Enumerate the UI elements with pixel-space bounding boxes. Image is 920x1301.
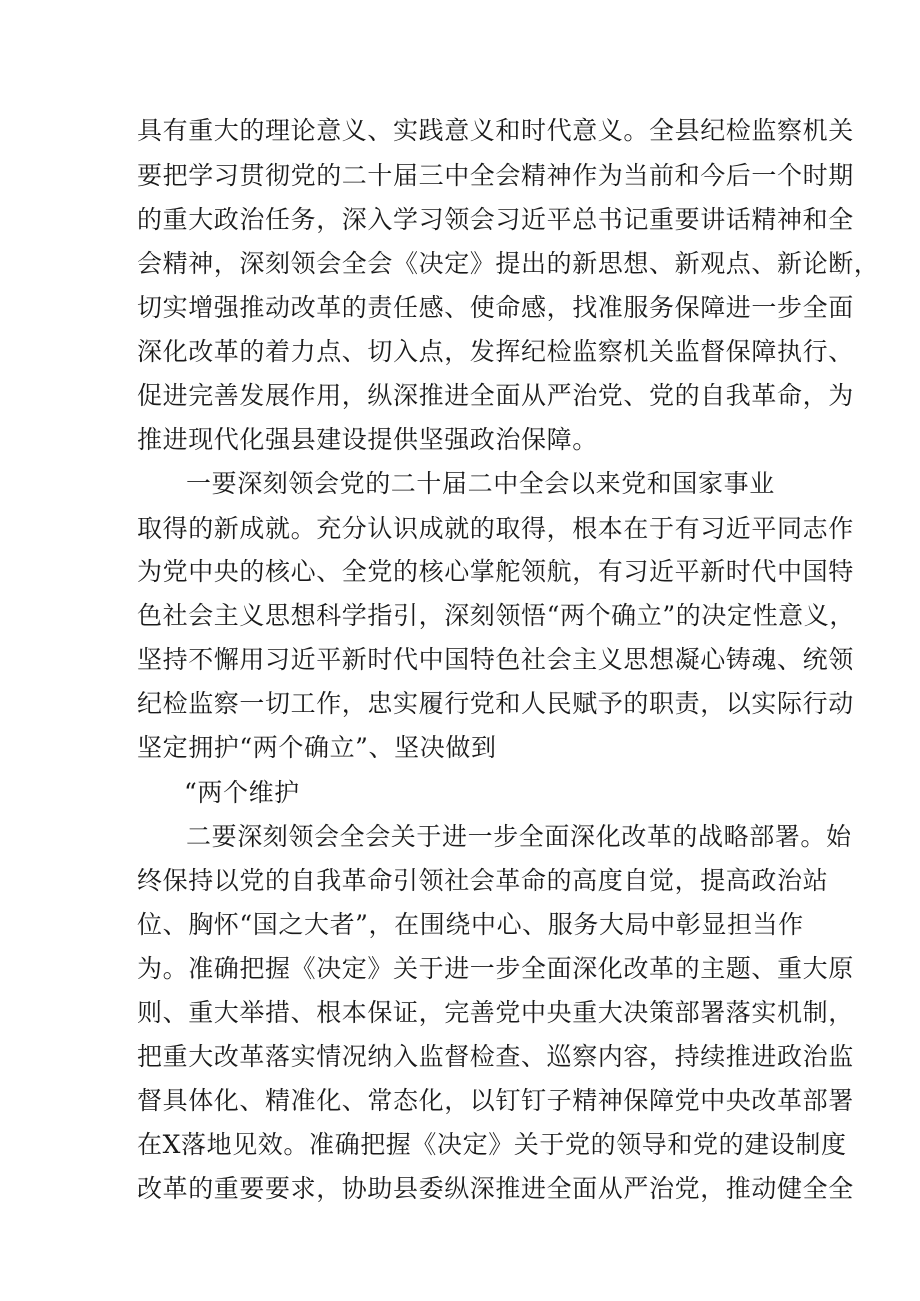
text-line: 取得的新成就。充分认识成就的取得，根本在于有习近平同志作 — [137, 514, 854, 543]
text-line: 坚定拥护“两个确立”、坚决做到 — [137, 733, 497, 762]
text-line: 促进完善发展作用，纵深推进全面从严治党、党的自我革命，为 — [137, 381, 854, 410]
text-line: 纪检监察一切工作，忠实履行党和人民赋予的职责，以实际行动 — [137, 689, 854, 718]
text-line: 具有重大的理论意义、实践意义和时代意义。全县纪检监察机关 — [137, 116, 854, 145]
text-line: 要把学习贯彻党的二十届三中全会精神作为当前和今后一个时期 — [137, 161, 854, 190]
text-line: 切实增强推动改革的责任感、使命感，找准服务保障进一步全面 — [137, 293, 854, 322]
text-line: 推进现代化强县建设提供坚强政治保障。 — [137, 425, 598, 454]
paragraph-heading-1: 一要深刻领会党的二十届二中全会以来党和国家事业 — [186, 469, 775, 498]
text-line: 终保持以党的自我革命引领社会革命的高度自觉，提高政治站 — [137, 866, 829, 895]
text-line: 的重大政治任务，深入学习领会习近平总书记重要讲话精神和全 — [137, 205, 854, 234]
text-line: 位、胸怀“国之大者”，在围绕中心、服务大局中彰显担当作 — [137, 910, 804, 939]
text-line: 则、重大举措、根本保证，完善党中央重大决策部署落实机制， — [137, 998, 854, 1027]
text-line: 色社会主义思想科学指引，深刻领悟“两个确立”的决定性意义， — [137, 601, 855, 630]
text-line: 改革的重要要求，协助县委纵深推进全面从严治党，推动健全全 — [137, 1174, 854, 1203]
text-line: 督具体化、精准化、常态化，以钉钉子精神保障党中央改革部署 — [137, 1086, 854, 1115]
text-line: 把重大改革落实情况纳入监督检查、巡察内容，持续推进政治监 — [137, 1042, 854, 1071]
text-line: 在X落地见效。准确把握《决定》关于党的领导和党的建设制度 — [137, 1130, 847, 1159]
text-line: 为党中央的核心、全党的核心掌舵领航，有习近平新时代中国特 — [137, 557, 854, 586]
text-line: 为。准确把握《决定》关于进一步全面深化改革的主题、重大原 — [137, 954, 854, 983]
text-line: 深化改革的着力点、切入点，发挥纪检监察机关监督保障执行、 — [137, 337, 854, 366]
text-line: 会精神，深刻领会全会《决定》提出的新思想、新观点、新论断， — [137, 249, 880, 278]
text-line: 坚持不懈用习近平新时代中国特色社会主义思想凝心铸魂、统领 — [137, 645, 854, 674]
text-line: “两个维护 — [184, 778, 300, 807]
paragraph-heading-2: 二要深刻领会全会关于进一步全面深化改革的战略部署。始 — [186, 822, 852, 851]
